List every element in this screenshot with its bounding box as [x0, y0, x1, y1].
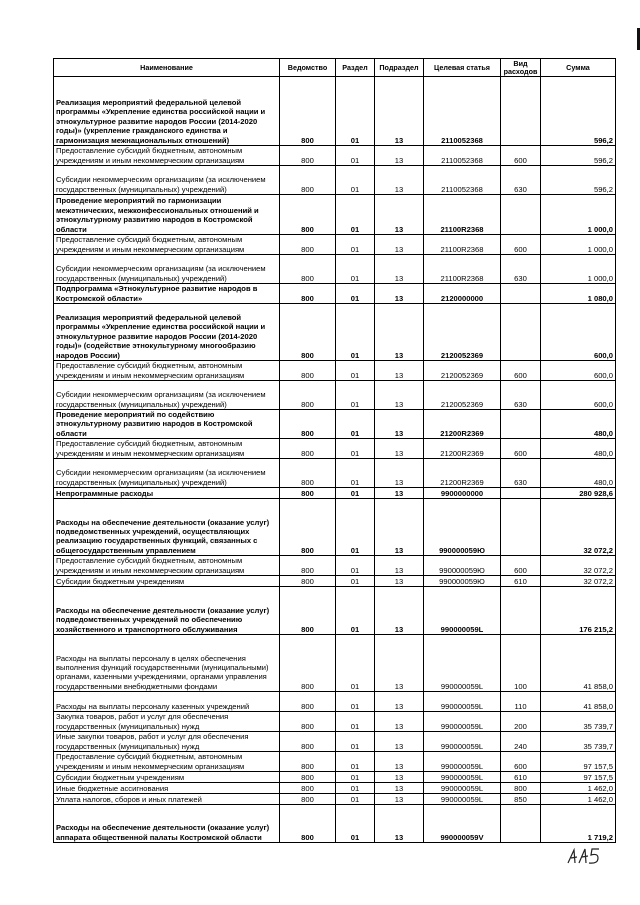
cell-name: Проведение мероприятий по гармонизации межэтнических, межконфессиональных отношений и этнокультурному развитию народов в Костромской области — [54, 195, 280, 235]
cell-dept: 800 — [280, 488, 336, 499]
cell-type: 600 — [501, 439, 541, 459]
cell-name: Расходы на обеспечение деятельности (оказание услуг) аппарата общественной палаты Костромской области — [54, 805, 280, 843]
table-row — [54, 459, 616, 488]
table-row — [54, 77, 616, 146]
cell-dept: 800 — [280, 284, 336, 304]
cell-dept: 800 — [280, 255, 336, 284]
cell-name: Реализация мероприятий федеральной целевой программы «Укрепление единства российской нации и этнокультурное развитие народов России (2014-2020 годы)» (укрепление гражданского единства и гармонизация межнациональных отношений) — [54, 77, 280, 146]
cell-section: 01 — [336, 255, 375, 284]
cell-sum: 1 080,0 — [541, 284, 616, 304]
cell-type: 610 — [501, 576, 541, 587]
cell-subsection: 13 — [375, 712, 424, 732]
table-row — [54, 235, 616, 255]
cell-target: 2120000000 — [424, 284, 501, 304]
cell-target: 990000059L — [424, 794, 501, 805]
cell-sum: 41 858,0 — [541, 635, 616, 692]
cell-type: 630 — [501, 459, 541, 488]
cell-section: 01 — [336, 166, 375, 195]
table-row — [54, 304, 616, 361]
cell-sum: 32 072,2 — [541, 576, 616, 587]
cell-target: 990000059Ю — [424, 499, 501, 556]
table-row — [54, 381, 616, 410]
cell-section: 01 — [336, 772, 375, 783]
cell-sum: 600,0 — [541, 304, 616, 361]
table-header-row — [54, 59, 616, 77]
cell-target: 990000059Ю — [424, 576, 501, 587]
header-subsection: Подраздел — [375, 59, 424, 77]
cell-type: 630 — [501, 381, 541, 410]
cell-name: Расходы на выплаты персоналу в целях обеспечения выполнения функций государственными (муниципальными) органами, казенными учреждениями, органами управления государственными внебюджетными фондами — [54, 635, 280, 692]
cell-dept: 800 — [280, 410, 336, 439]
cell-type: 850 — [501, 794, 541, 805]
table-row — [54, 752, 616, 772]
cell-sum: 596,2 — [541, 146, 616, 166]
cell-name: Субсидии бюджетным учреждениям — [54, 576, 280, 587]
cell-type — [501, 805, 541, 843]
cell-subsection: 13 — [375, 304, 424, 361]
table-row — [54, 712, 616, 732]
cell-target: 990000059L — [424, 712, 501, 732]
cell-name: Иные закупки товаров, работ и услуг для обеспечения государственных (муниципальных) нужд — [54, 732, 280, 752]
cell-section: 01 — [336, 556, 375, 576]
cell-type — [501, 77, 541, 146]
cell-dept: 800 — [280, 576, 336, 587]
table-row — [54, 410, 616, 439]
cell-target: 990000059L — [424, 732, 501, 752]
cell-dept: 800 — [280, 783, 336, 794]
cell-target: 21200R2369 — [424, 459, 501, 488]
cell-type: 110 — [501, 692, 541, 712]
table-row — [54, 692, 616, 712]
cell-section: 01 — [336, 488, 375, 499]
cell-type — [501, 587, 541, 635]
cell-subsection: 13 — [375, 692, 424, 712]
cell-type: 600 — [501, 556, 541, 576]
cell-section: 01 — [336, 195, 375, 235]
table-row — [54, 361, 616, 381]
cell-subsection: 13 — [375, 732, 424, 752]
cell-type — [501, 195, 541, 235]
cell-subsection: 13 — [375, 195, 424, 235]
cell-dept: 800 — [280, 712, 336, 732]
cell-section: 01 — [336, 439, 375, 459]
cell-type: 600 — [501, 752, 541, 772]
cell-sum: 176 215,2 — [541, 587, 616, 635]
cell-name: Проведение мероприятий по содействию этнокультурному развитию народов в Костромской области — [54, 410, 280, 439]
cell-target: 990000059L — [424, 772, 501, 783]
table-row — [54, 439, 616, 459]
cell-type: 600 — [501, 146, 541, 166]
cell-sum: 596,2 — [541, 77, 616, 146]
cell-target: 2120052369 — [424, 304, 501, 361]
cell-target: 21100R2368 — [424, 235, 501, 255]
cell-name: Предоставление субсидий бюджетным, автономным учреждениям и иным некоммерческим организациям — [54, 556, 280, 576]
cell-section: 01 — [336, 146, 375, 166]
cell-dept: 800 — [280, 439, 336, 459]
cell-target: 2110052368 — [424, 77, 501, 146]
cell-subsection: 13 — [375, 381, 424, 410]
cell-sum: 480,0 — [541, 439, 616, 459]
cell-section: 01 — [336, 752, 375, 772]
cell-subsection: 13 — [375, 794, 424, 805]
cell-name: Уплата налогов, сборов и иных платежей — [54, 794, 280, 805]
cell-type — [501, 499, 541, 556]
cell-dept: 800 — [280, 166, 336, 195]
table-row — [54, 772, 616, 783]
cell-subsection: 13 — [375, 410, 424, 439]
cell-target: 990000059L — [424, 752, 501, 772]
cell-target: 21100R2368 — [424, 255, 501, 284]
cell-target: 2110052368 — [424, 166, 501, 195]
cell-section: 01 — [336, 794, 375, 805]
cell-sum: 97 157,5 — [541, 752, 616, 772]
cell-name: Субсидии некоммерческим организациям (за исключением государственных (муниципальных) учреждений) — [54, 381, 280, 410]
cell-name: Расходы на обеспечение деятельности (оказание услуг) подведомственных учреждений, осуществляющих реализацию государственных функций, связанных с общегосударственным управлением — [54, 499, 280, 556]
cell-name: Предоставление субсидий бюджетным, автономным учреждениям и иным некоммерческим организациям — [54, 752, 280, 772]
cell-subsection: 13 — [375, 166, 424, 195]
cell-type: 200 — [501, 712, 541, 732]
cell-name: Предоставление субсидий бюджетным, автономным учреждениям и иным некоммерческим организациям — [54, 361, 280, 381]
cell-name: Предоставление субсидий бюджетным, автономным учреждениям и иным некоммерческим организациям — [54, 146, 280, 166]
cell-section: 01 — [336, 361, 375, 381]
cell-section: 01 — [336, 576, 375, 587]
cell-subsection: 13 — [375, 235, 424, 255]
header-section: Раздел — [336, 59, 375, 77]
cell-name: Предоставление субсидий бюджетным, автономным учреждениям и иным некоммерческим организациям — [54, 235, 280, 255]
cell-sum: 600,0 — [541, 381, 616, 410]
cell-section: 01 — [336, 692, 375, 712]
cell-dept: 800 — [280, 195, 336, 235]
cell-section: 01 — [336, 712, 375, 732]
table-row — [54, 805, 616, 843]
table-row — [54, 166, 616, 195]
cell-subsection: 13 — [375, 805, 424, 843]
cell-type: 610 — [501, 772, 541, 783]
cell-subsection: 13 — [375, 77, 424, 146]
cell-sum: 97 157,5 — [541, 772, 616, 783]
cell-sum: 35 739,7 — [541, 732, 616, 752]
cell-target: 990000059Ю — [424, 556, 501, 576]
cell-subsection: 13 — [375, 361, 424, 381]
cell-dept: 800 — [280, 235, 336, 255]
cell-dept: 800 — [280, 635, 336, 692]
cell-type: 600 — [501, 361, 541, 381]
cell-section: 01 — [336, 499, 375, 556]
cell-subsection: 13 — [375, 439, 424, 459]
cell-target: 990000059L — [424, 587, 501, 635]
table-row — [54, 783, 616, 794]
cell-section: 01 — [336, 587, 375, 635]
cell-target: 2120052369 — [424, 381, 501, 410]
cell-type — [501, 488, 541, 499]
cell-type: 800 — [501, 783, 541, 794]
cell-sum: 1 000,0 — [541, 255, 616, 284]
table-row — [54, 284, 616, 304]
cell-sum: 600,0 — [541, 361, 616, 381]
cell-section: 01 — [336, 381, 375, 410]
table-row — [54, 195, 616, 235]
cell-name: Закупка товаров, работ и услуг для обеспечения государственных (муниципальных) нужд — [54, 712, 280, 732]
table-row — [54, 556, 616, 576]
header-type: Вид расходов — [501, 59, 541, 77]
cell-target: 990000059L — [424, 783, 501, 794]
cell-subsection: 13 — [375, 556, 424, 576]
cell-dept: 800 — [280, 805, 336, 843]
cell-target: 2120052369 — [424, 361, 501, 381]
cell-type: 600 — [501, 235, 541, 255]
cell-section: 01 — [336, 783, 375, 794]
cell-dept: 800 — [280, 304, 336, 361]
cell-dept: 800 — [280, 499, 336, 556]
cell-name: Реализация мероприятий федеральной целевой программы «Укрепление единства российской нации и этнокультурное развитие народов России (2014-2020 годы)» (содействие этнокультурному многообразию народов России) — [54, 304, 280, 361]
cell-name: Непрограммные расходы — [54, 488, 280, 499]
cell-type — [501, 284, 541, 304]
cell-sum: 480,0 — [541, 410, 616, 439]
cell-target: 21100R2368 — [424, 195, 501, 235]
header-target: Целевая статья — [424, 59, 501, 77]
cell-sum: 596,2 — [541, 166, 616, 195]
cell-sum: 35 739,7 — [541, 712, 616, 732]
table-row — [54, 499, 616, 556]
cell-subsection: 13 — [375, 284, 424, 304]
cell-target: 21200R2369 — [424, 439, 501, 459]
cell-subsection: 13 — [375, 146, 424, 166]
cell-section: 01 — [336, 284, 375, 304]
cell-subsection: 13 — [375, 783, 424, 794]
cell-type: 240 — [501, 732, 541, 752]
table-row — [54, 794, 616, 805]
cell-target: 2110052368 — [424, 146, 501, 166]
table-row — [54, 488, 616, 499]
cell-sum: 32 072,2 — [541, 499, 616, 556]
cell-section: 01 — [336, 77, 375, 146]
cell-dept: 800 — [280, 692, 336, 712]
cell-dept: 800 — [280, 772, 336, 783]
cell-sum: 32 072,2 — [541, 556, 616, 576]
table-row — [54, 146, 616, 166]
cell-type — [501, 410, 541, 439]
cell-subsection: 13 — [375, 635, 424, 692]
cell-dept: 800 — [280, 587, 336, 635]
cell-subsection: 13 — [375, 587, 424, 635]
table-row — [54, 587, 616, 635]
cell-subsection: 13 — [375, 576, 424, 587]
cell-section: 01 — [336, 805, 375, 843]
table-row — [54, 255, 616, 284]
cell-dept: 800 — [280, 459, 336, 488]
cell-subsection: 13 — [375, 752, 424, 772]
cell-type — [501, 304, 541, 361]
cell-target: 9900000000 — [424, 488, 501, 499]
cell-subsection: 13 — [375, 488, 424, 499]
cell-subsection: 13 — [375, 459, 424, 488]
cell-sum: 1 719,2 — [541, 805, 616, 843]
cell-sum: 1 462,0 — [541, 794, 616, 805]
table-row — [54, 732, 616, 752]
cell-type: 100 — [501, 635, 541, 692]
cell-subsection: 13 — [375, 772, 424, 783]
cell-sum: 1 462,0 — [541, 783, 616, 794]
cell-target: 21200R2369 — [424, 410, 501, 439]
cell-name: Расходы на обеспечение деятельности (оказание услуг) подведомственных учреждений по обеспечению хозяйственного и транспортного обслуживания — [54, 587, 280, 635]
cell-section: 01 — [336, 459, 375, 488]
cell-type: 630 — [501, 255, 541, 284]
cell-section: 01 — [336, 732, 375, 752]
cell-sum: 480,0 — [541, 459, 616, 488]
handwritten-page-number — [565, 846, 605, 866]
header-sum: Сумма — [541, 59, 616, 77]
cell-target: 990000059V — [424, 805, 501, 843]
cell-name: Субсидии некоммерческим организациям (за исключением государственных (муниципальных) учреждений) — [54, 166, 280, 195]
cell-name: Предоставление субсидий бюджетным, автономным учреждениям и иным некоммерческим организациям — [54, 439, 280, 459]
cell-target: 990000059L — [424, 692, 501, 712]
cell-dept: 800 — [280, 77, 336, 146]
cell-name: Субсидии бюджетным учреждениям — [54, 772, 280, 783]
table-row — [54, 635, 616, 692]
cell-sum: 1 000,0 — [541, 235, 616, 255]
cell-dept: 800 — [280, 381, 336, 410]
cell-section: 01 — [336, 410, 375, 439]
cell-dept: 800 — [280, 752, 336, 772]
cell-dept: 800 — [280, 556, 336, 576]
budget-table — [53, 58, 616, 843]
header-dept: Ведомство — [280, 59, 336, 77]
cell-type: 630 — [501, 166, 541, 195]
cell-section: 01 — [336, 304, 375, 361]
cell-sum: 1 000,0 — [541, 195, 616, 235]
cell-name: Иные бюджетные ассигнования — [54, 783, 280, 794]
cell-dept: 800 — [280, 794, 336, 805]
cell-dept: 800 — [280, 361, 336, 381]
header-name: Наименование — [54, 59, 280, 77]
cell-target: 990000059L — [424, 635, 501, 692]
cell-section: 01 — [336, 635, 375, 692]
cell-name: Субсидии некоммерческим организациям (за исключением государственных (муниципальных) учреждений) — [54, 255, 280, 284]
cell-sum: 41 858,0 — [541, 692, 616, 712]
cell-name: Расходы на выплаты персоналу казенных учреждений — [54, 692, 280, 712]
cell-name: Подпрограмма «Этнокультурное развитие народов в Костромской области» — [54, 284, 280, 304]
cell-name: Субсидии некоммерческим организациям (за исключением государственных (муниципальных) учреждений) — [54, 459, 280, 488]
cell-subsection: 13 — [375, 499, 424, 556]
table-row — [54, 576, 616, 587]
cell-dept: 800 — [280, 146, 336, 166]
cell-section: 01 — [336, 235, 375, 255]
cell-sum: 280 928,6 — [541, 488, 616, 499]
cell-dept: 800 — [280, 732, 336, 752]
cell-subsection: 13 — [375, 255, 424, 284]
